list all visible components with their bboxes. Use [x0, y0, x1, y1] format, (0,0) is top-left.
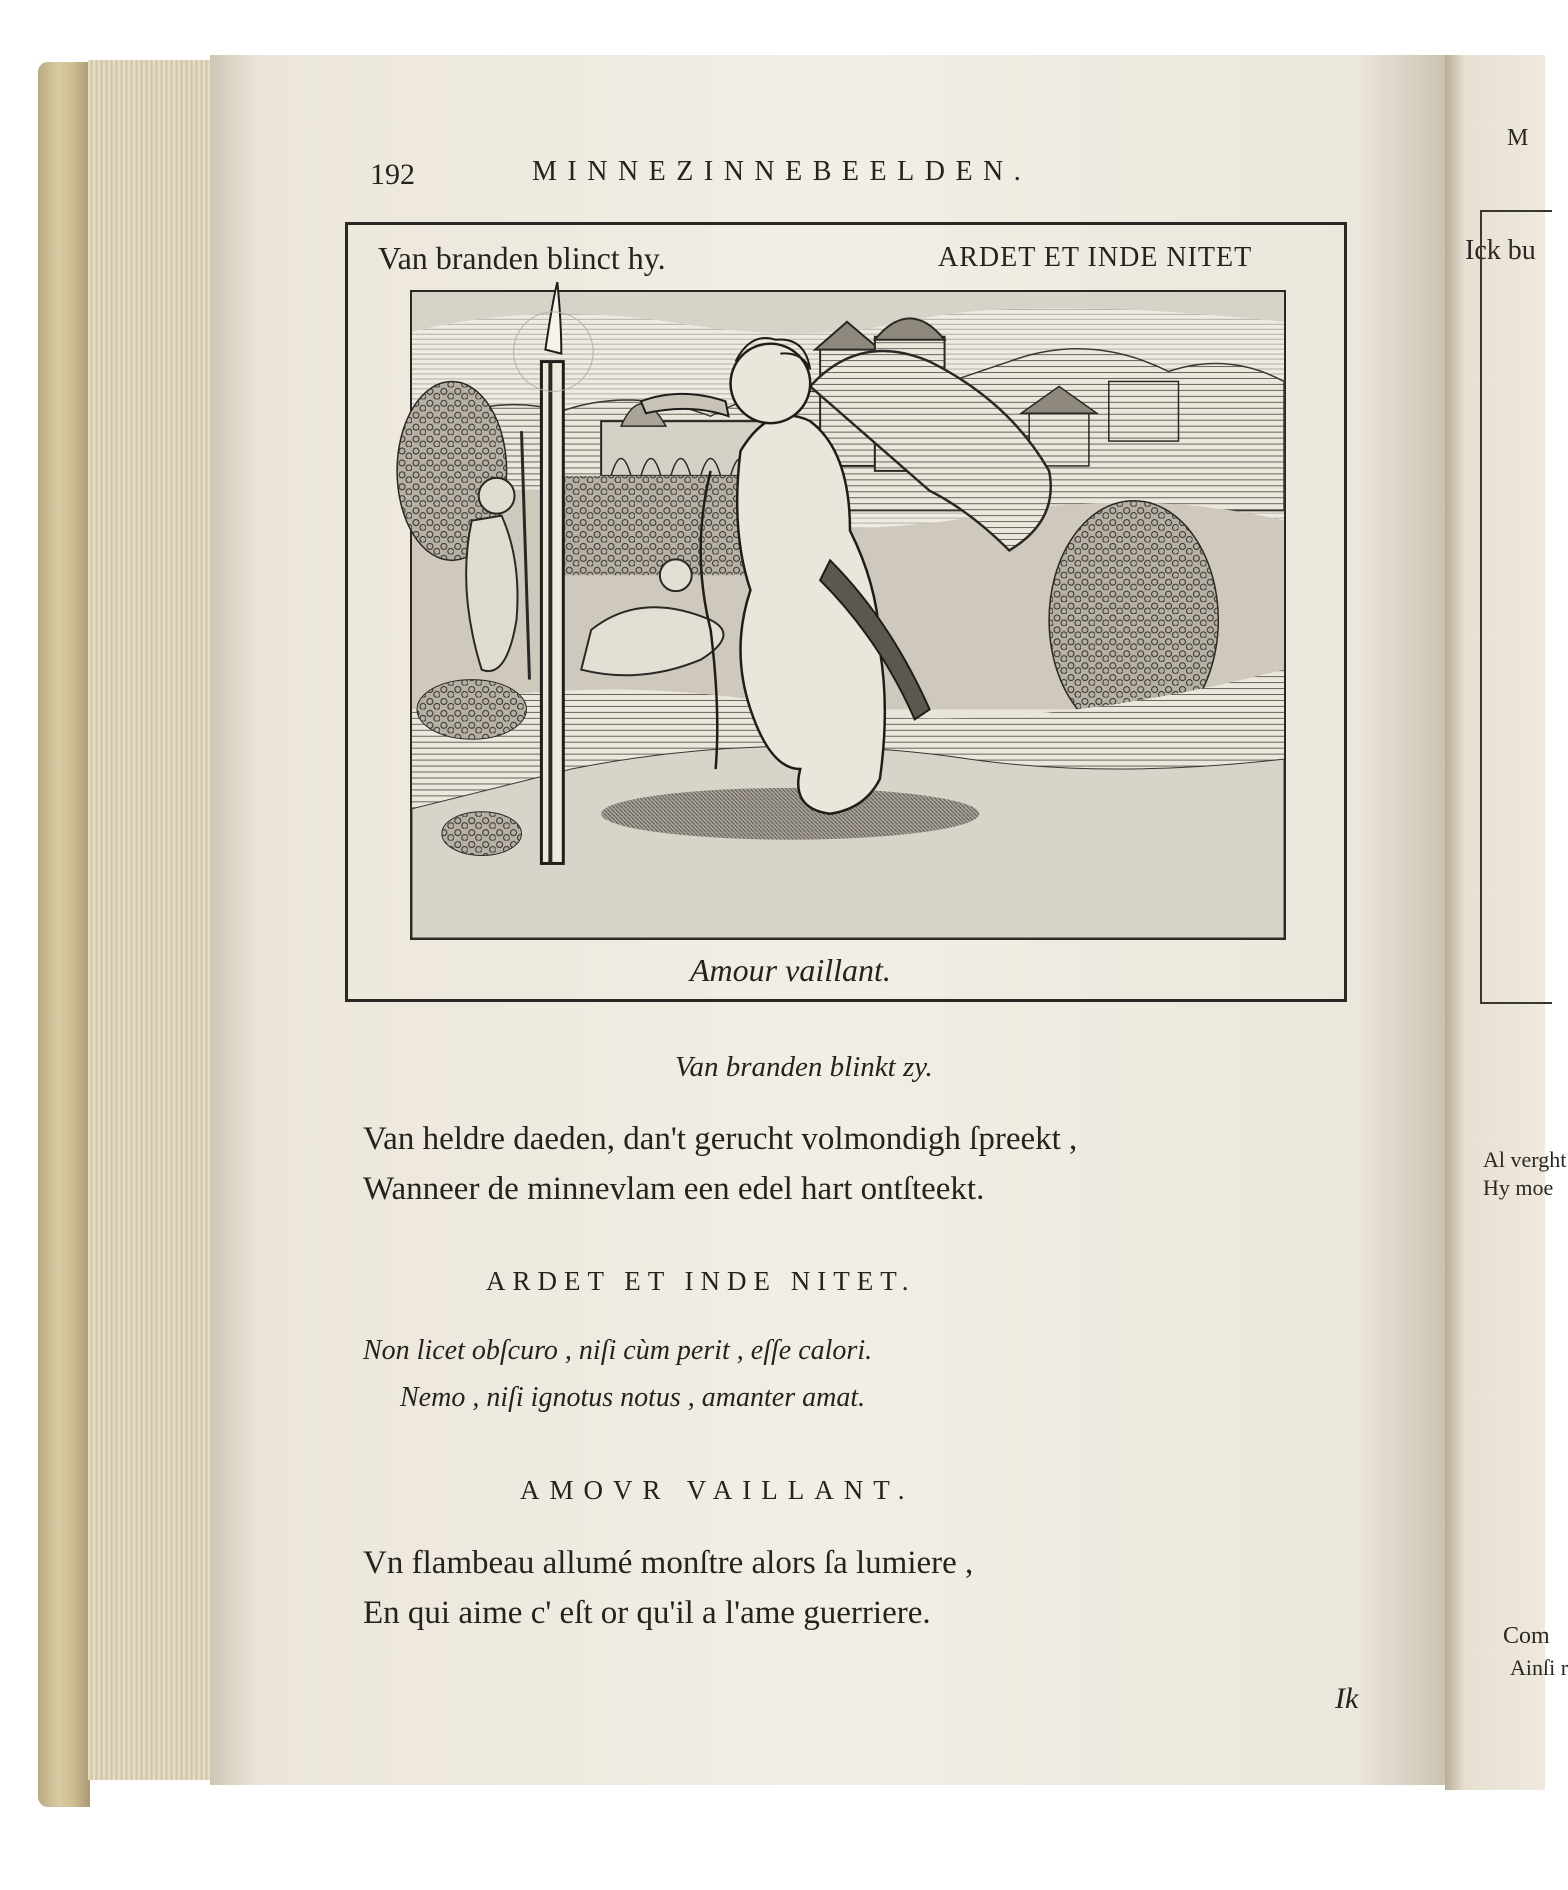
- dutch-verse-line: Wanneer de minnevlam een edel hart ontſteekt.: [363, 1171, 985, 1207]
- facing-page-fragment: Al verght: [1483, 1147, 1567, 1172]
- emblem-motto-french: Amour vaillant.: [690, 952, 891, 988]
- dutch-verse-line: Van heldre daeden, dan't gerucht volmondigh ſpreekt ,: [363, 1121, 1078, 1157]
- dutch-verse-heading: Van branden blinkt zy.: [675, 1051, 933, 1083]
- latin-verse-line: Non licet obſcuro , niſi cùm perit , eſſe calori.: [363, 1335, 873, 1366]
- running-head: MINNEZINNEBEELDEN.: [532, 156, 1032, 187]
- catchword: Ik: [1335, 1682, 1359, 1715]
- facing-page-fragment: Ick bu: [1465, 235, 1536, 266]
- emblem-motto-dutch: Van branden blinct hy.: [378, 240, 666, 276]
- french-verse-line: En qui aime c' eſt or qu'il a l'ame guerriere.: [363, 1595, 931, 1631]
- latin-verse-line: Nemo , niſi ignotus notus , amanter amat.: [400, 1382, 866, 1413]
- facing-page-fragment: Hy moe: [1483, 1175, 1554, 1200]
- facing-page-fragment: M: [1507, 125, 1529, 151]
- facing-plate-border: [1480, 210, 1552, 1004]
- page-edges: [88, 60, 216, 1780]
- french-verse-heading: AMOVR VAILLANT.: [520, 1475, 915, 1505]
- facing-page-fragment: Com: [1503, 1623, 1550, 1649]
- emblem-engraving: [410, 290, 1286, 940]
- facing-page-fragment: Ainſi r: [1510, 1655, 1568, 1680]
- emblem-motto-latin: ARDET ET INDE NITET: [938, 242, 1253, 273]
- page-number: 192: [370, 158, 415, 191]
- latin-verse-heading: ARDET ET INDE NITET.: [486, 1266, 916, 1296]
- book-spine: [38, 62, 90, 1807]
- french-verse-line: Vn flambeau allumé monſtre alors ſa lumiere ,: [363, 1545, 974, 1581]
- engraving-illustration: [412, 292, 1284, 938]
